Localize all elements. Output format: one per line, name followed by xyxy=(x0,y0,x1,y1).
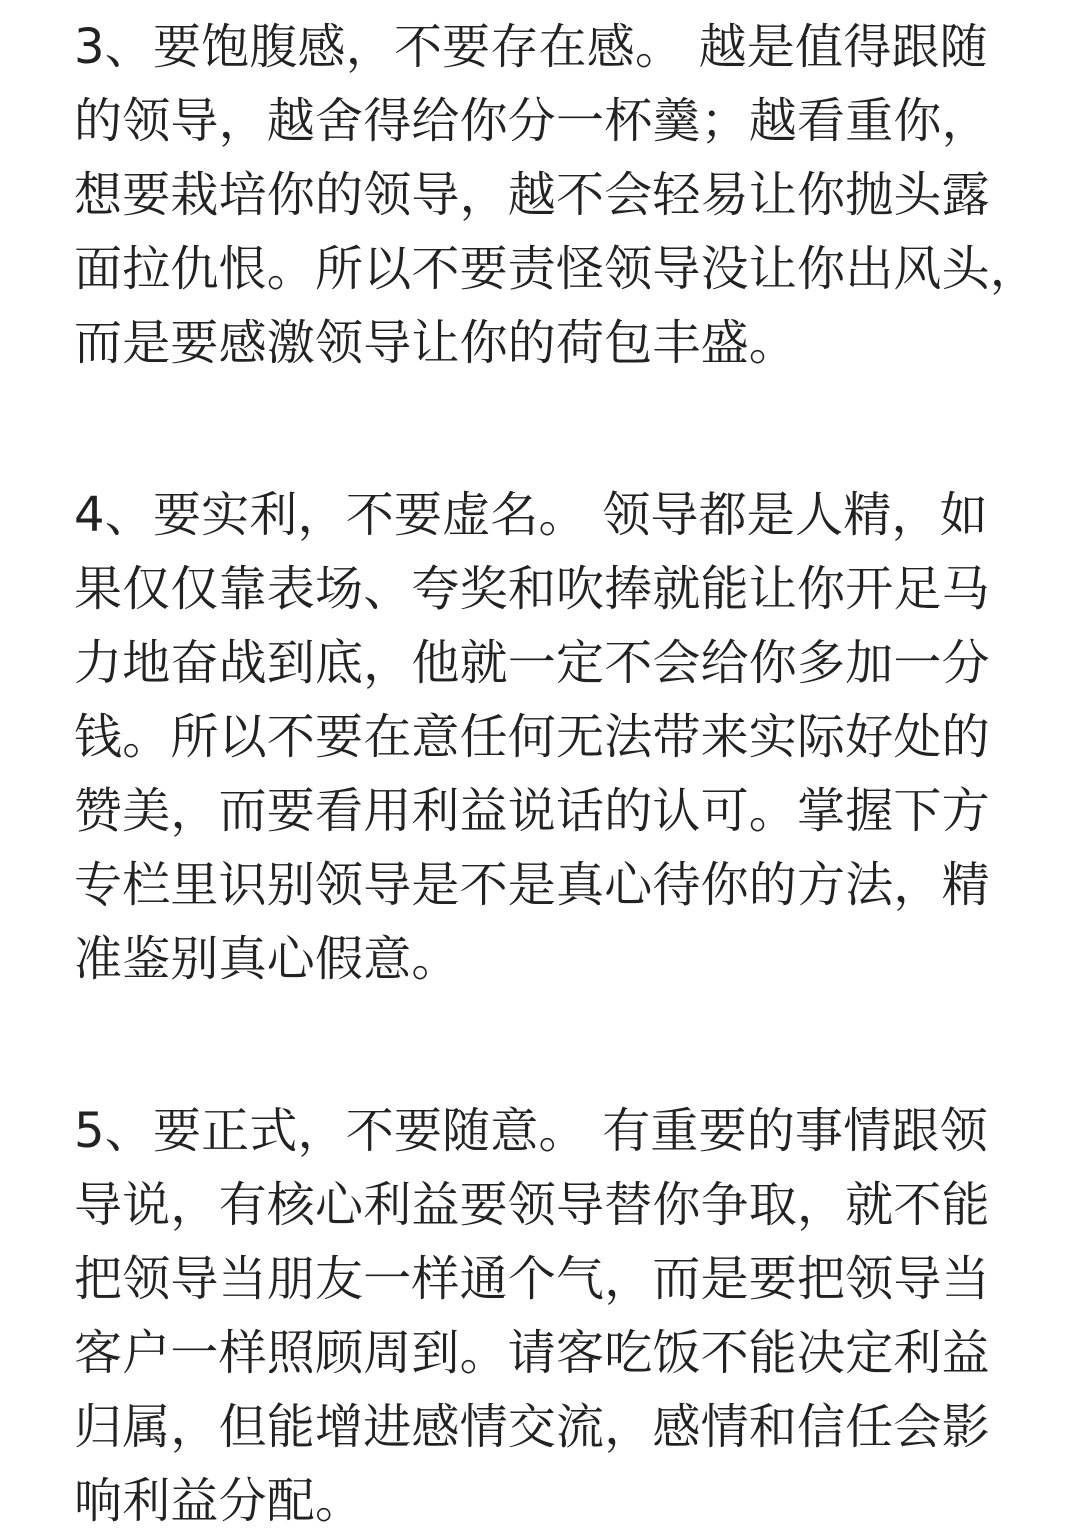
text-line: 的领导，越舍得给你分一杯羹；越看重你， xyxy=(74,93,990,149)
text-line: 面拉仇恨。所以不要责怪领导没让你出风头， xyxy=(74,241,1039,297)
text-line: 力地奋战到底，他就一定不会给你多加一分 xyxy=(74,635,990,691)
text-line: 把领导当朋友一样通个气，而是要把领导当 xyxy=(74,1251,990,1307)
text-line: 4、要实利，不要虚名。 领导都是人精，如 xyxy=(74,487,988,543)
paragraph-5 xyxy=(74,1094,1014,1538)
paragraph-3 xyxy=(74,10,1039,380)
text-line: 果仅仅靠表场、夸奖和吹捧就能让你开足马 xyxy=(74,561,990,617)
text-line: 客户一样照顾周到。请客吃饭不能决定利益 xyxy=(74,1325,990,1381)
text-line: 专栏里识别领导是不是真心待你的方法，精 xyxy=(74,857,990,913)
text-line: 3、要饱腹感，不要存在感。 越是值得跟随 xyxy=(74,19,988,75)
text-line: 归属，但能增进感情交流，感情和信任会影 xyxy=(74,1399,990,1455)
article-body xyxy=(74,10,1039,1538)
text-line: 5、要正式，不要随意。 有重要的事情跟领 xyxy=(74,1103,988,1159)
text-line: 钱。所以不要在意任何无法带来实际好处的 xyxy=(74,709,990,765)
text-line: 赞美，而要看用利益说话的认可。掌握下方 xyxy=(74,783,990,839)
text-line: 响利益分配。 xyxy=(74,1473,364,1529)
text-line: 而是要感激领导让你的荷包丰盛。 xyxy=(74,315,798,371)
text-line: 导说，有核心利益要领导替你争取，就不能 xyxy=(74,1177,990,1233)
text-line: 想要栽培你的领导，越不会轻易让你抛头露 xyxy=(74,167,990,223)
text-line: 准鉴别真心假意。 xyxy=(74,931,460,987)
paragraph-4 xyxy=(74,478,1014,996)
